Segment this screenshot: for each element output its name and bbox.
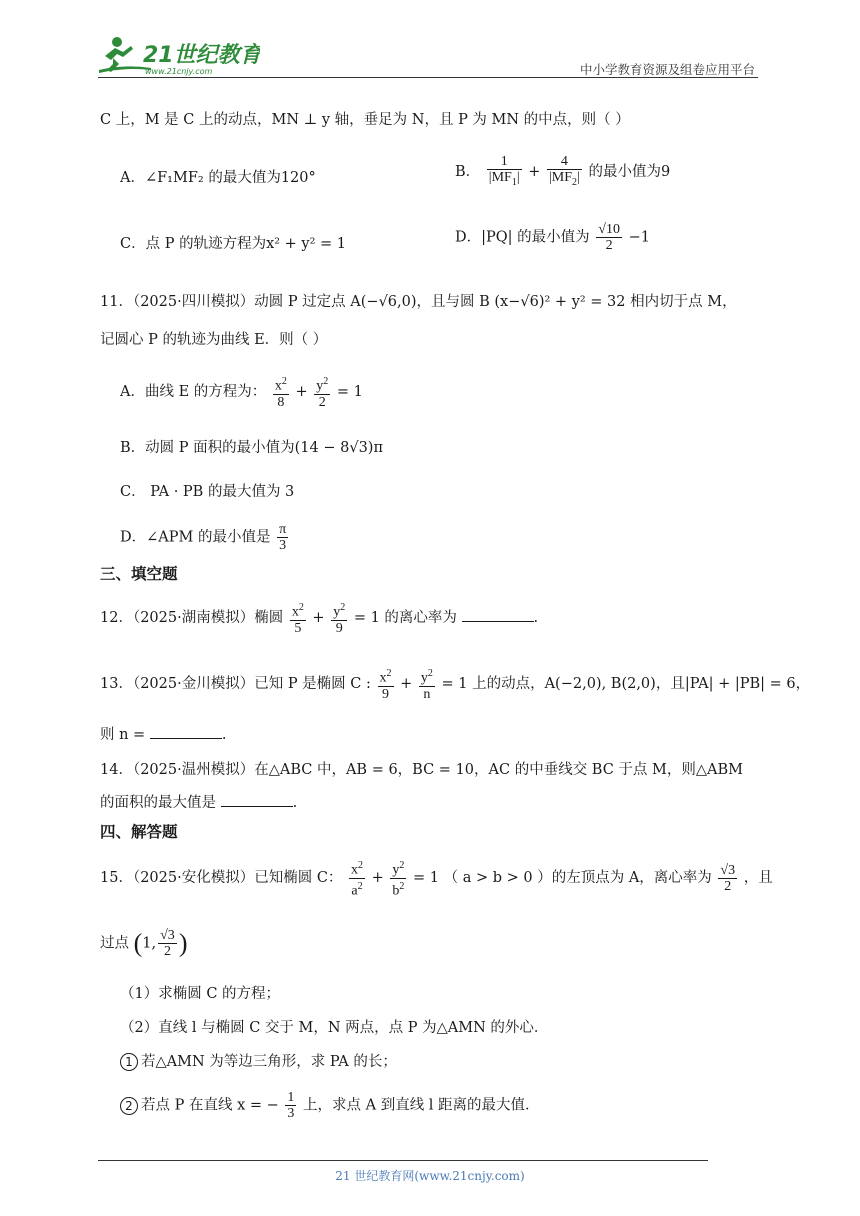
- q15-part2: （2）直线 l 与椭圆 C 交于 M，N 两点，点 P 为△AMN 的外心．: [120, 1020, 549, 1036]
- answer-blank[interactable]: [150, 724, 222, 739]
- q15-sub2: 2 若点 P 在直线 x = − $\frac{1}{3}$ 上，求点 A 到直线 l 距离的最大值．: [120, 1090, 540, 1121]
- fraction: $\frac{x^2}{a^2}$: [351, 860, 364, 899]
- fraction: $\frac{x^2}{5}$: [291, 602, 304, 636]
- q11-option-d: D．∠APM 的最小值是 $\frac{\pi}{3}$: [120, 522, 287, 553]
- q14-line2: 的面积的最大值是 .: [100, 792, 297, 813]
- q15-line1: 15．（2025·安化模拟）已知椭圆 C： $\frac{x^2}{a^2}$ + $\frac{y^2}{b^2}$ = 1 （ a > b > 0 ）的左顶点为 A，离心率为 $\frac{√3}{2}$ ，且: [100, 860, 773, 899]
- q11-option-a: A．曲线 E 的方程为： $\frac{x^2}{8}$ + $\frac{y^2}{2}$ = 1: [120, 376, 363, 410]
- q10-option-d: D．|PQ| 的最小值为 $\frac{√10}{2}$ −1: [455, 222, 650, 253]
- q13-line1: 13．（2025·金川模拟）已知 P 是椭圆 C : $\frac{x^2}{9}$ + $\frac{y^2}{n}$ = 1 上的动点，A(−2,0), B(2,0)，且|PA| + |PB| = 6，: [100, 668, 811, 702]
- fraction: $\frac{√3}{2}$: [720, 862, 736, 894]
- q15-part1: （1）求椭圆 C 的方程；: [120, 986, 281, 1002]
- header-divider: [98, 77, 758, 78]
- q10-option-b: B． $\frac{1}{|MF_1|}$ + $\frac{4}{|MF_2|}$ 的最小值为9: [455, 154, 671, 188]
- q11-option-c: C． PA · PB 的最大值为 3: [120, 484, 295, 500]
- fraction: $\frac{y^2}{2}$: [316, 376, 329, 410]
- fraction: $\frac{√10}{2}$: [598, 222, 620, 253]
- q10-stem: C 上，M 是 C 上的动点，MN ⊥ y 轴，垂足为 N，且 P 为 MN 的中点，则（ ）: [100, 112, 630, 128]
- footer-text: 21 世纪教育网(www.21cnjy.com): [335, 1169, 525, 1183]
- q11-line1: 11．（2025·四川模拟）动圆 P 过定点 A(−√6,0)，且与圆 B (x−√6)² + y² = 32 相内切于点 M，: [100, 294, 737, 310]
- fraction: $\frac{1}{|MF_1|}$: [488, 154, 520, 188]
- answer-blank[interactable]: [462, 607, 534, 622]
- fraction: $\frac{1}{3}$: [287, 1090, 295, 1121]
- fraction: $\frac{x^2}{9}$: [379, 668, 392, 702]
- q15-line2: 过点 (1, $\frac{√3}{2}$ ): [100, 928, 188, 959]
- fraction: $\frac{y^2}{b^2}$: [392, 860, 405, 899]
- circled-number: 1: [120, 1053, 138, 1071]
- section-title-fill-in: 三、填空题: [100, 565, 178, 583]
- q13-line2: 则 n = .: [100, 724, 226, 745]
- circled-number: 2: [120, 1097, 138, 1115]
- fraction: $\frac{4}{|MF_2|}$: [549, 154, 580, 188]
- fraction: $\frac{x^2}{8}$: [274, 376, 287, 410]
- q10-option-a: A．∠F₁MF₂ 的最大值为120°: [120, 170, 316, 186]
- logo-url: www.21cnjy.com: [145, 67, 213, 76]
- section-title-solve: 四、解答题: [100, 823, 178, 841]
- platform-title: 中小学教育资源及组卷应用平台: [579, 62, 755, 77]
- logo: [95, 34, 260, 78]
- q12: 12．（2025·湖南模拟）椭圆 $\frac{x^2}{5}$ + $\frac{y^2}{9}$ = 1 的离心率为 .: [100, 602, 539, 636]
- q11-option-b: B．动圆 P 面积的最小值为(14 − 8√3)π: [120, 440, 383, 456]
- q11-line2: 记圆心 P 的轨迹为曲线 E．则（ ）: [100, 332, 328, 348]
- logo-text: 21世纪教育: [143, 43, 260, 68]
- q14-line1: 14．（2025·温州模拟）在△ABC 中，AB = 6，BC = 10，AC 的中垂线交 BC 于点 M，则△ABM: [100, 762, 744, 778]
- footer-divider: [98, 1160, 708, 1161]
- answer-blank[interactable]: [221, 792, 293, 807]
- fraction: $\frac{y^2}{9}$: [333, 602, 346, 636]
- fraction: $\frac{y^2}{n}$: [420, 668, 433, 702]
- fraction: $\frac{√3}{2}$: [160, 928, 175, 959]
- q15-sub1: 1 若△AMN 为等边三角形，求 PA 的长；: [120, 1052, 397, 1072]
- q10-option-c: C．点 P 的轨迹方程为x² + y² = 1: [120, 236, 347, 252]
- fraction: $\frac{\pi}{3}$: [279, 522, 287, 553]
